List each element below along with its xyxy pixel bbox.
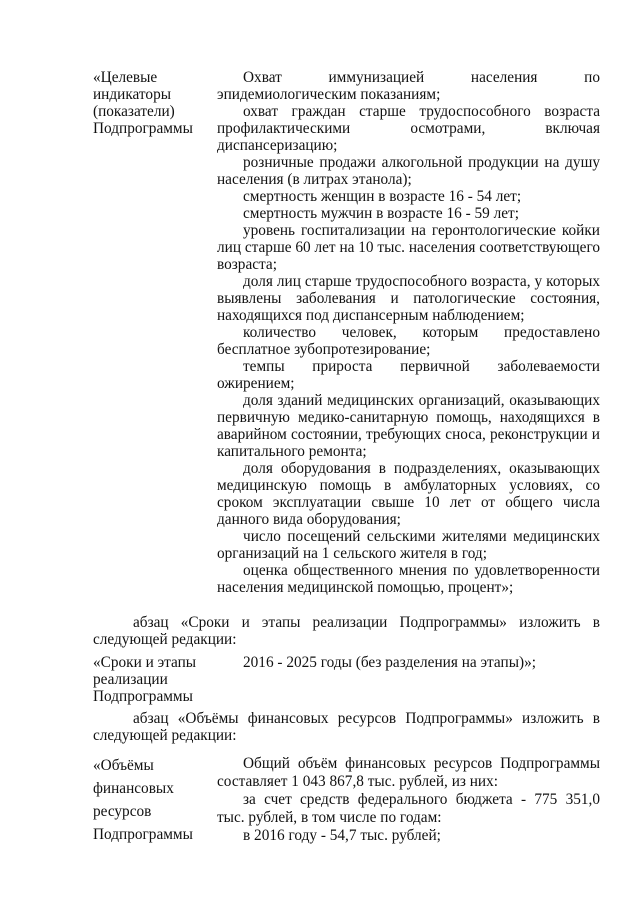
- amendment-paragraph-finance: абзац «Объёмы финансовых ресурсов Подпрограммы» изложить в следующей редакции:: [93, 710, 600, 744]
- amendment-paragraph-terms: абзац «Сроки и этапы реализации Подпрограммы» изложить в следующей редакции:: [93, 614, 600, 648]
- indicator-item: Охват иммунизацией населения по эпидемиологическим показаниям;: [217, 69, 600, 103]
- indicator-item: число посещений сельскими жителями медицинских организаций на 1 сельского жителя в год;: [217, 528, 600, 562]
- indicator-item: розничные продажи алкогольной продукции на душу населения (в литрах этанола);: [217, 154, 600, 188]
- terms-label: «Сроки и этапы реализации Подпрограммы: [93, 654, 197, 705]
- finance-item: Общий объём финансовых ресурсов Подпрограммы составляет 1 043 867,8 тыс. рублей, из них:: [217, 755, 600, 790]
- finance-label: «Объёмы финансовых ресурсов Подпрограммы: [93, 757, 193, 843]
- indicator-item: смертность мужчин в возрасте 16 - 59 лет;: [243, 205, 519, 222]
- finance-list: [217, 755, 600, 845]
- indicator-item: доля зданий медицинских организаций, оказывающих первичную медико-санитарную помощь, находящихся в аварийном состоянии, требующих сноса, реконструкции и капитального ремонта;: [217, 392, 600, 460]
- terms-value: [217, 654, 600, 671]
- indicator-item: уровень госпитализации на геронтологические койки лиц старше 60 лет на 10 тыс. населения соответствующего возраста;: [217, 222, 600, 273]
- terms-text: 2016 - 2025 годы (без разделения на этапы)»;: [243, 654, 536, 671]
- indicator-item: смертность женщин в возрасте 16 - 54 лет;: [243, 188, 522, 205]
- indicator-item: доля лиц старше трудоспособного возраста, у которых выявлены заболевания и патологические состояния, находящихся под диспансерным наблюдением;: [217, 273, 600, 324]
- indicator-item: доля оборудования в подразделениях, оказывающих медицинскую помощь в амбулаторных условиях, со сроком эксплуатации свыше 10 лет от общего числа данного вида оборудования;: [217, 460, 600, 528]
- finance-item: в 2016 году - 54,7 тыс. рублей;: [243, 827, 441, 844]
- indicators-label: «Целевые индикаторы (показатели) Подпрограммы: [93, 69, 193, 137]
- indicator-item: охват граждан старше трудоспособного возраста профилактическими осмотрами, включая диспансеризацию;: [217, 103, 600, 154]
- indicator-item: количество человек, которым предоставлено бесплатное зубопротезирование;: [217, 324, 600, 358]
- indicators-list: [217, 69, 600, 596]
- indicator-item: оценка общественного мнения по удовлетворенности населения медицинской помощью, процент»;: [217, 562, 600, 596]
- finance-item: за счет средств федерального бюджета - 775 351,0 тыс. рублей, в том числе по годам:: [217, 791, 600, 826]
- indicator-item: темпы прироста первичной заболеваемости ожирением;: [217, 358, 600, 392]
